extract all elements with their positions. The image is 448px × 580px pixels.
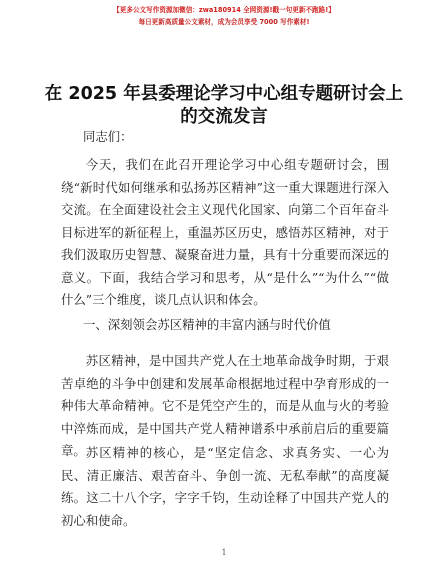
paragraph: 苏区精神的核心，是“坚定信念、求真务实、一心为民、清正廉洁、艰苦奋斗、争创一流、无私奉献”的高度凝练。这二十八个字，字字千钧，生动诠释了中国共产党人的初心和使命。 [61, 445, 389, 528]
document-title: 在 2025 年县委理论学习中心组专题研讨会上的交流发言 [44, 84, 404, 127]
section-paragraph-2 [61, 442, 389, 532]
promo-banner-line-1: 【更多公文写作资源加微信：zwa180914 全网资源!戳一句更新不跑路!】 [113, 6, 335, 14]
section-heading: 一、深刻领会苏区精神的丰富内涵与时代价值 [83, 317, 331, 332]
page-number: 1 [221, 548, 227, 557]
intro-paragraph [61, 154, 389, 312]
promo-banner-line-2: 每日更新高质量公文素材，成为会员享受 7000 写作素材! [138, 18, 310, 26]
greeting: 同志们： [83, 129, 133, 144]
paragraph: 苏区精神，是中国共产党人在土地革命战争时期，于艰苦卓绝的斗争中创建和发展革命根据地过程中孕育形成的一种伟大革命精神。它不是凭空产生的，而是从血与火的考验中淬炼而成，是中国共产党人精神谱系中承前启后的重要篇章。 [61, 353, 389, 458]
paragraph: 今天，我们在此召开理论学习中心组专题研讨会，围绕“新时代如何继承和弘扬苏区精神”这一重大课题进行深入交流。在全面建设社会主义现代化国家、向第二个百年奋斗目标进军的新征程上，重温苏区历史，感悟苏区精神，对于我们汲取历史智慧、凝聚奋进力量，具有十分重要而深远的意义。下面，我结合学习和思考，从“是什么”“为什么”“做什么”三个维度，谈几点认识和体会。 [61, 157, 389, 307]
